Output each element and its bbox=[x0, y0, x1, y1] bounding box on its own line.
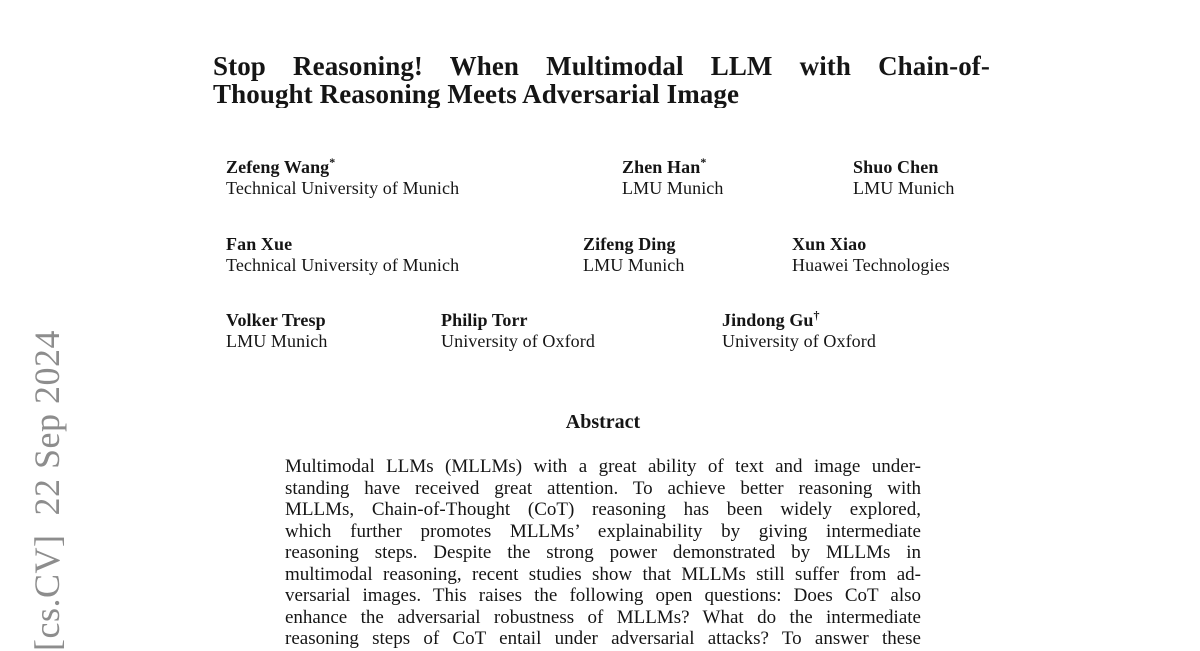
abstract-line: reasoning steps of CoT entail under adversarial attacks? To answer these bbox=[285, 628, 921, 649]
paper-title-line-1: Stop Reasoning! When Multimodal LLM with Chain-of- bbox=[213, 53, 990, 81]
author-affiliation: LMU Munich bbox=[583, 255, 685, 275]
author-block bbox=[792, 234, 950, 276]
author-name bbox=[583, 234, 685, 255]
author-block bbox=[226, 234, 459, 276]
author-affiliation: Huawei Technologies bbox=[792, 255, 950, 275]
author-block bbox=[583, 234, 685, 276]
abstract-line: MLLMs, Chain-of-Thought (CoT) reasoning has been widely explored, bbox=[285, 499, 921, 520]
author-affiliation: Technical University of Munich bbox=[226, 178, 460, 198]
author-name bbox=[226, 157, 459, 178]
author-name bbox=[226, 310, 328, 331]
author-name bbox=[622, 157, 724, 178]
author-affiliation: University of Oxford bbox=[441, 331, 595, 351]
author-name-text: Jindong Gu bbox=[722, 310, 814, 330]
author-affiliation: Technical University of Munich bbox=[226, 255, 460, 275]
abstract-line: enhance the adversarial robustness of MLLMs? What do the intermediate bbox=[285, 606, 921, 628]
author-affiliation: LMU Munich bbox=[853, 178, 955, 198]
abstract-body bbox=[285, 456, 921, 650]
author-block bbox=[853, 157, 955, 199]
author-name bbox=[722, 310, 876, 331]
author-name-text: Philip Torr bbox=[441, 310, 528, 330]
author-name-text: Zefeng Wang bbox=[226, 157, 330, 177]
author-name-text: Shuo Chen bbox=[853, 157, 939, 177]
author-name-text: Volker Tresp bbox=[226, 310, 326, 330]
abstract-heading: Abstract bbox=[565, 411, 641, 433]
author-name-text: Fan Xue bbox=[226, 234, 293, 254]
abstract-line: which further promotes MLLMs’ explainability by giving intermediate bbox=[285, 520, 921, 542]
abstract-line: versarial images. This raises the following open questions: Does CoT also bbox=[285, 585, 921, 606]
author-block bbox=[226, 310, 328, 352]
author-block bbox=[722, 310, 876, 352]
author-name bbox=[853, 157, 955, 178]
author-affiliation: LMU Munich bbox=[226, 331, 328, 351]
author-footnote-marker: † bbox=[813, 308, 820, 322]
paper-title-line-2: Thought Reasoning Meets Adversarial Image bbox=[213, 80, 740, 108]
author-name-text: Zifeng Ding bbox=[583, 234, 676, 254]
arxiv-watermark: [cs.CV] 22 Sep 2024 bbox=[27, 330, 67, 651]
author-affiliation: LMU Munich bbox=[622, 178, 724, 198]
paper-title bbox=[213, 53, 990, 108]
abstract-line: reasoning steps. Despite the strong power demonstrated by MLLMs in bbox=[285, 542, 921, 563]
author-footnote-marker: * bbox=[700, 155, 707, 169]
author-name-text: Xun Xiao bbox=[792, 234, 867, 254]
author-block bbox=[622, 157, 724, 199]
author-name bbox=[441, 310, 595, 331]
author-block bbox=[441, 310, 595, 352]
author-name bbox=[792, 234, 950, 255]
abstract-line: standing have received great attention. To achieve better reasoning with bbox=[285, 477, 921, 499]
author-name-text: Zhen Han bbox=[622, 157, 701, 177]
author-footnote-marker: * bbox=[329, 155, 336, 169]
author-name bbox=[226, 234, 459, 255]
author-affiliation: University of Oxford bbox=[722, 331, 876, 351]
abstract-line: Multimodal LLMs (MLLMs) with a great ability of text and image under- bbox=[285, 456, 921, 477]
author-block bbox=[226, 157, 459, 199]
abstract-line: multimodal reasoning, recent studies show that MLLMs still suffer from ad- bbox=[285, 563, 921, 585]
